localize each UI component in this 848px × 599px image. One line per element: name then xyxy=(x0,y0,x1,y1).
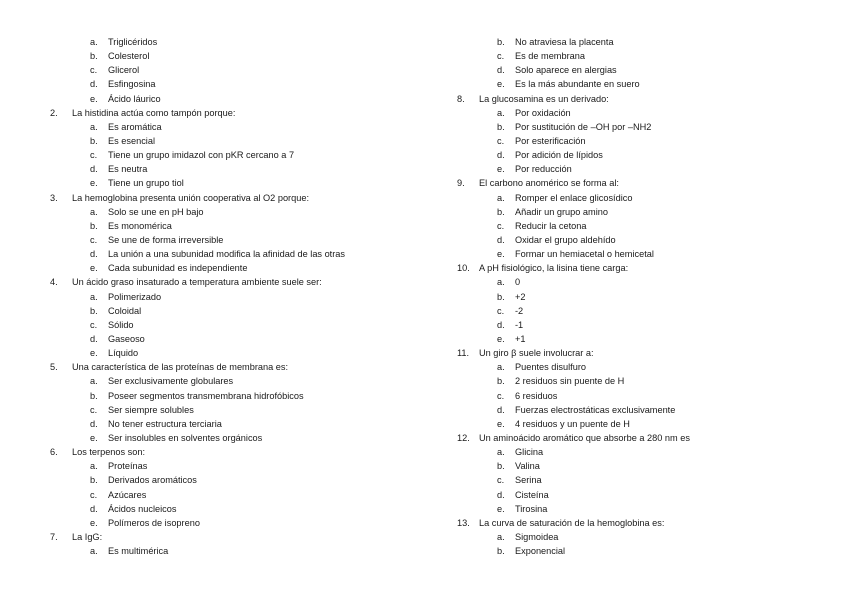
option-text: Ser exclusivamente globulares xyxy=(108,376,234,387)
option-text: Ser siempre solubles xyxy=(108,404,194,415)
option-letter: e. xyxy=(497,249,505,260)
question-text: La hemoglobina presenta unión cooperativa al O2 porque: xyxy=(72,192,309,203)
option-text: Por esterificación xyxy=(515,135,586,146)
option-line xyxy=(50,417,410,431)
option-line xyxy=(50,318,410,332)
option-line xyxy=(457,445,817,459)
option-line xyxy=(50,261,410,275)
question-number: 9. xyxy=(457,178,465,189)
option-line xyxy=(457,360,817,374)
option-line xyxy=(50,233,410,247)
option-text: Colesterol xyxy=(108,51,150,62)
option-line xyxy=(457,290,817,304)
option-text: Serina xyxy=(515,475,542,486)
option-letter: a. xyxy=(497,531,505,542)
option-text: 0 xyxy=(515,277,521,288)
option-line xyxy=(457,148,817,162)
option-text: Cisteína xyxy=(515,489,549,500)
option-text: Por adición de lípidos xyxy=(515,150,603,161)
option-text: Por oxidación xyxy=(515,107,571,118)
option-text: Líquido xyxy=(108,348,139,359)
option-letter: e. xyxy=(497,79,505,90)
option-text: -1 xyxy=(515,319,524,330)
option-line xyxy=(457,49,817,63)
option-letter: e. xyxy=(497,333,505,344)
option-text: 4 residuos y un puente de H xyxy=(515,418,630,429)
option-letter: a. xyxy=(497,107,505,118)
option-line xyxy=(457,530,817,544)
option-letter: c. xyxy=(497,475,505,486)
option-text: No tener estructura terciaria xyxy=(108,418,222,429)
question-text: La glucosamina es un derivado: xyxy=(479,93,609,104)
question-text: Los terpenos son: xyxy=(72,447,146,458)
option-line xyxy=(50,247,410,261)
option-letter: d. xyxy=(497,65,505,76)
option-line xyxy=(50,92,410,106)
option-text: Esfingosina xyxy=(108,79,156,90)
option-letter: b. xyxy=(497,37,505,47)
option-line xyxy=(457,473,817,487)
option-letter: e. xyxy=(90,93,98,104)
question-number: 6. xyxy=(50,447,58,458)
question-text: Un aminoácido aromático que absorbe a 280 nm es xyxy=(479,432,690,443)
option-line xyxy=(50,502,410,516)
option-text: Valina xyxy=(515,461,540,472)
option-letter: b. xyxy=(497,376,505,387)
right-column xyxy=(457,35,817,558)
option-line xyxy=(457,459,817,473)
question-number: 11. xyxy=(457,348,470,359)
option-line xyxy=(457,35,817,49)
option-line xyxy=(457,488,817,502)
option-text: 2 residuos sin puente de H xyxy=(515,376,625,387)
option-letter: b. xyxy=(90,475,98,486)
question-line xyxy=(457,261,817,275)
option-line xyxy=(457,63,817,77)
question-text: El carbono anomérico se forma al: xyxy=(479,178,619,189)
option-letter: d. xyxy=(497,489,505,500)
option-letter: d. xyxy=(90,503,98,514)
option-line xyxy=(50,162,410,176)
option-line xyxy=(457,106,817,120)
option-line xyxy=(457,219,817,233)
question-number: 2. xyxy=(50,107,58,118)
option-text: Ácidos nucleicos xyxy=(108,503,177,514)
option-text: Derivados aromáticos xyxy=(108,475,197,486)
option-letter: d. xyxy=(90,418,98,429)
question-line xyxy=(50,191,410,205)
option-line xyxy=(50,290,410,304)
option-text: No atraviesa la placenta xyxy=(515,37,614,47)
option-letter: c. xyxy=(90,319,98,330)
option-text: Azúcares xyxy=(108,489,147,500)
option-text: Glicerol xyxy=(108,65,140,76)
option-letter: b. xyxy=(497,461,505,472)
option-letter: d. xyxy=(497,319,505,330)
option-text: Por reducción xyxy=(515,164,572,175)
option-text: Polimerizado xyxy=(108,291,162,302)
option-letter: a. xyxy=(90,546,98,557)
question-text: Un ácido graso insaturado a temperatura ambiente suele ser: xyxy=(72,277,322,288)
option-text: Es de membrana xyxy=(515,51,585,62)
question-number: 12. xyxy=(457,432,470,443)
option-letter: a. xyxy=(497,277,505,288)
option-line xyxy=(457,134,817,148)
option-letter: b. xyxy=(497,546,505,557)
option-letter: e. xyxy=(497,164,505,175)
question-number: 13. xyxy=(457,517,470,528)
option-text: Cada subunidad es independiente xyxy=(108,263,248,274)
option-line xyxy=(50,176,410,190)
option-text: Polímeros de isopreno xyxy=(108,517,200,528)
question-line xyxy=(50,275,410,289)
option-line xyxy=(457,502,817,516)
option-text: +1 xyxy=(515,333,526,344)
option-text: Es esencial xyxy=(108,135,155,146)
option-text: Exponencial xyxy=(515,546,566,557)
option-line xyxy=(50,148,410,162)
option-letter: c. xyxy=(497,135,505,146)
question-number: 4. xyxy=(50,277,58,288)
question-text: Una característica de las proteínas de membrana es: xyxy=(72,362,289,373)
option-text: Ácido láurico xyxy=(108,93,161,104)
option-line xyxy=(457,247,817,261)
option-text: Es la más abundante en suero xyxy=(515,79,640,90)
question-line xyxy=(50,106,410,120)
option-text: Coloidal xyxy=(108,305,142,316)
option-line xyxy=(457,77,817,91)
option-line xyxy=(457,332,817,346)
option-letter: e. xyxy=(90,178,98,189)
option-letter: c. xyxy=(497,305,505,316)
option-letter: b. xyxy=(90,220,98,231)
option-letter: c. xyxy=(497,51,505,62)
option-line xyxy=(50,374,410,388)
option-letter: c. xyxy=(90,489,98,500)
option-text: Se une de forma irreversible xyxy=(108,234,224,245)
option-text: Es monomérica xyxy=(108,220,172,231)
option-line xyxy=(50,205,410,219)
option-line xyxy=(50,219,410,233)
option-text: Por sustitución de –OH por –NH2 xyxy=(515,121,652,132)
option-text: Triglicéridos xyxy=(108,37,158,47)
option-letter: d. xyxy=(90,249,98,260)
option-line xyxy=(457,544,817,558)
option-line xyxy=(50,35,410,49)
option-text: Fuerzas electrostáticas exclusivamente xyxy=(515,404,676,415)
option-line xyxy=(50,431,410,445)
option-letter: d. xyxy=(90,79,98,90)
option-text: Es aromática xyxy=(108,121,162,132)
option-letter: b. xyxy=(497,291,505,302)
option-text: Solo se une en pH bajo xyxy=(108,206,204,217)
option-line xyxy=(457,191,817,205)
option-letter: c. xyxy=(90,65,98,76)
question-text: La histidina actúa como tampón porque: xyxy=(72,107,236,118)
option-line xyxy=(457,389,817,403)
question-text: Un giro β suele involucrar a: xyxy=(479,348,594,359)
option-text: Poseer segmentos transmembrana hidrofóbicos xyxy=(108,390,304,401)
option-line xyxy=(50,304,410,318)
option-letter: d. xyxy=(90,164,98,175)
option-letter: e. xyxy=(90,263,98,274)
option-letter: a. xyxy=(90,37,98,47)
question-line xyxy=(457,431,817,445)
option-line xyxy=(457,374,817,388)
option-text: Solo aparece en alergias xyxy=(515,65,617,76)
question-line xyxy=(50,445,410,459)
option-letter: e. xyxy=(90,517,98,528)
option-text: Tirosina xyxy=(515,503,548,514)
option-line xyxy=(457,417,817,431)
question-line xyxy=(457,346,817,360)
option-text: Romper el enlace glicosídico xyxy=(515,192,633,203)
question-number: 7. xyxy=(50,531,58,542)
option-letter: b. xyxy=(497,121,505,132)
option-line xyxy=(457,275,817,289)
option-letter: d. xyxy=(497,234,505,245)
option-line xyxy=(457,233,817,247)
question-line xyxy=(50,360,410,374)
option-line xyxy=(50,488,410,502)
option-line xyxy=(50,516,410,530)
option-text: Tiene un grupo imidazol con pKR cercano a 7 xyxy=(108,150,295,161)
option-line xyxy=(50,77,410,91)
option-line xyxy=(50,473,410,487)
option-line xyxy=(457,403,817,417)
question-line xyxy=(50,530,410,544)
option-letter: a. xyxy=(497,192,505,203)
option-letter: d. xyxy=(497,404,505,415)
option-line xyxy=(50,63,410,77)
option-letter: e. xyxy=(497,503,505,514)
option-letter: a. xyxy=(90,121,98,132)
option-letter: e. xyxy=(497,418,505,429)
option-letter: d. xyxy=(497,150,505,161)
option-letter: a. xyxy=(90,461,98,472)
option-line xyxy=(50,120,410,134)
option-text: Es multimérica xyxy=(108,546,169,557)
question-line xyxy=(457,176,817,190)
option-letter: a. xyxy=(90,291,98,302)
question-number: 5. xyxy=(50,362,58,373)
option-text: Gaseoso xyxy=(108,333,145,344)
option-text: -2 xyxy=(515,305,524,316)
option-text: Formar un hemiacetal o hemicetal xyxy=(515,249,654,260)
option-text: Ser insolubles en solventes orgánicos xyxy=(108,432,263,443)
option-text: +2 xyxy=(515,291,526,302)
question-number: 3. xyxy=(50,192,58,203)
option-line xyxy=(457,318,817,332)
option-letter: d. xyxy=(90,333,98,344)
option-line xyxy=(457,120,817,134)
option-line xyxy=(457,304,817,318)
option-letter: e. xyxy=(90,348,98,359)
option-letter: e. xyxy=(90,432,98,443)
option-text: Reducir la cetona xyxy=(515,220,587,231)
option-letter: c. xyxy=(497,390,505,401)
option-line xyxy=(50,459,410,473)
option-text: La unión a una subunidad modifica la afinidad de las otras xyxy=(108,249,345,260)
option-text: Proteínas xyxy=(108,461,148,472)
option-line xyxy=(50,389,410,403)
question-text: La curva de saturación de la hemoglobina es: xyxy=(479,517,665,528)
option-letter: a. xyxy=(497,447,505,458)
question-line xyxy=(457,516,817,530)
option-line xyxy=(50,49,410,63)
option-text: Añadir un grupo amino xyxy=(515,206,608,217)
option-letter: c. xyxy=(497,220,505,231)
option-line xyxy=(50,544,410,558)
option-text: Puentes disulfuro xyxy=(515,362,586,373)
question-number: 8. xyxy=(457,93,465,104)
option-letter: c. xyxy=(90,150,98,161)
option-text: Tiene un grupo tiol xyxy=(108,178,184,189)
option-text: 6 residuos xyxy=(515,390,558,401)
question-line xyxy=(457,92,817,106)
option-line xyxy=(50,346,410,360)
option-letter: b. xyxy=(90,390,98,401)
option-text: Oxidar el grupo aldehído xyxy=(515,234,616,245)
option-letter: b. xyxy=(90,51,98,62)
question-text: La IgG: xyxy=(72,531,103,542)
question-text: A pH fisiológico, la lisina tiene carga: xyxy=(479,263,629,274)
option-letter: c. xyxy=(90,234,98,245)
option-letter: a. xyxy=(90,376,98,387)
option-line xyxy=(457,205,817,219)
option-line xyxy=(457,162,817,176)
option-letter: b. xyxy=(90,305,98,316)
option-letter: c. xyxy=(90,404,98,415)
option-letter: b. xyxy=(90,135,98,146)
option-text: Glicina xyxy=(515,447,544,458)
option-line xyxy=(50,403,410,417)
question-number: 10. xyxy=(457,263,470,274)
option-text: Es neutra xyxy=(108,164,148,175)
option-text: Sigmoidea xyxy=(515,531,559,542)
option-letter: a. xyxy=(90,206,98,217)
option-line xyxy=(50,332,410,346)
option-line xyxy=(50,134,410,148)
option-letter: b. xyxy=(497,206,505,217)
option-text: Sólido xyxy=(108,319,134,330)
option-letter: a. xyxy=(497,362,505,373)
left-column xyxy=(50,35,410,558)
